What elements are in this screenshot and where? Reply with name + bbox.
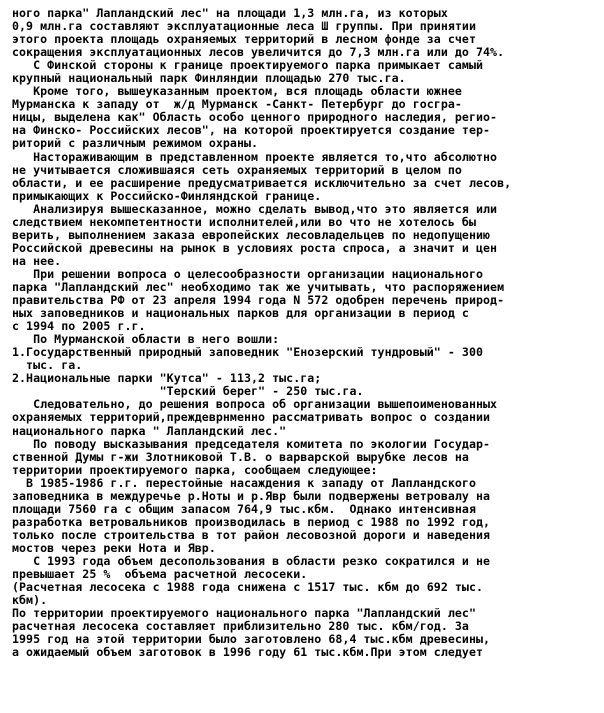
- text-line: 1.Государственный природный заповедник "Енозерский тундровый" - 300: [12, 346, 484, 360]
- text-line: "Терский берег" - 250 тыс.га.: [12, 385, 364, 399]
- text-line: области, и ее расширение предусматривается исключительно за счет лесов,: [12, 176, 512, 190]
- text-line: не учитывается сложившаяся сеть охраняемых территорий в целом по: [12, 163, 462, 177]
- text-line: ных заповедников и национальных парков для организации в период с: [12, 307, 469, 321]
- text-line: По поводу высказывания председателя комитета по экологии Государ-: [12, 437, 491, 451]
- text-line: национального парка " Лапландский лес.": [12, 424, 287, 438]
- text-line: Настораживающим в представленном проекте является то,что абсолютно: [12, 150, 498, 164]
- text-line: этого проекта площадь охраняемых территорий в лесном фонде за счет: [12, 33, 476, 47]
- text-line: [12, 659, 596, 672]
- text-line: Мурманска к западу от ж/д Мурманск -Санкт- Петербург до госгра-: [12, 98, 462, 112]
- text-line: 2.Национальные парки "Кутса" - 113,2 тыс.га;: [12, 372, 322, 386]
- text-line: примыкающих к Российско-Финляндской границе.: [12, 189, 322, 203]
- text-line: риторий с различным режимом охраны.: [12, 137, 259, 151]
- text-line: на Финско- Российских лесов", на которой проектируется создание тер-: [12, 124, 491, 138]
- text-line: Анализируя вышесказанное, можно сделать вывод,что это является или: [12, 202, 498, 216]
- text-line: парка "Лапландский лес" необходимо так же учитывать, что распоряжением: [12, 280, 505, 294]
- text-line: кбм).: [12, 594, 48, 608]
- text-line: Кроме того, вышеуказанным проектом, вся площадь области южнее: [12, 85, 462, 99]
- text-line: Следовательно, до решения вопроса об организации вышепоименованных: [12, 398, 498, 412]
- text-line: По территории проектируемого национального парка "Лапландский лес": [12, 607, 476, 621]
- text-line: сокращения эксплуатационных лесов увеличится до 7,3 млн.га или до 74%.: [12, 46, 505, 60]
- text-line: территории проектируемого парка, сообщаем следующее:: [12, 463, 378, 477]
- text-line: заповедника в междуречье р.Ноты и р.Явр были подвержены ветровалу на: [12, 489, 491, 503]
- text-line: ственной Думы г-жи Злотниковой Т.В. о варварской вырубке лесов на: [12, 450, 469, 464]
- text-line: расчетная лесосека составляет приблизительно 280 тыс. кбм/год. За: [12, 620, 469, 634]
- text-line: верить, выполнением заказа европейских лесовладельцев по недопущению: [12, 228, 491, 242]
- text-line: крупный национальный парк Финляндии площадью 270 тыс.га.: [12, 72, 406, 86]
- text-line: с 1994 по 2005 г.г.: [12, 320, 146, 334]
- text-line: тыс. га.: [12, 359, 83, 373]
- text-line: ницы, выделена как" Область особо ценного природного наследия, регио-: [12, 111, 498, 125]
- text-line: превышает 25 % объема расчетной лесосеки.: [12, 568, 308, 582]
- text-line: С Финской стороны к границе проектируемого парка примыкает самый: [12, 59, 484, 73]
- text-line: площади 7560 га с общим запасом 764,9 тыс.кбм. Однако интенсивная: [12, 502, 476, 516]
- text-line: При решении вопроса о целесообразности организации национального: [12, 267, 484, 281]
- text-line: ного парка" Лапландский лес" на площади 1,3 млн.га, из которых: [12, 7, 448, 20]
- text-line: а ожидаемый объем заготовок в 1996 году 61 тыс.кбм.При этом следует: [12, 646, 484, 660]
- text-line: на нее.: [12, 254, 62, 268]
- text-line: правительства РФ от 23 апреля 1994 года N 572 одобрен перечень природ-: [12, 294, 505, 308]
- text-line: (Расчетная лесосека с 1988 года снижена с 1517 тыс. кбм до 692 тыс.: [12, 581, 484, 595]
- text-line: В 1985-1986 г.г. перестойные насаждения к западу от Лапландского: [12, 476, 476, 490]
- text-line: 0,9 млн.га составляют эксплуатационные леса Ш группы. При принятии: [12, 20, 476, 34]
- text-line: следствием некомпетентности исполнителей,или во что не хотелось бы: [12, 215, 476, 229]
- text-line: 1995 год на этой территории было заготовлено 68,4 тыс.кбм древесины,: [12, 633, 491, 647]
- text-line: только после строительства в тот район лесовозной дороги и наведения: [12, 528, 491, 542]
- text-line: разработка ветровальников производилась в период с 1988 по 1992 год,: [12, 515, 491, 529]
- text-line: мостов через реки Нота и Явр.: [12, 541, 216, 555]
- text-line: По Мурманской области в него вошли:: [12, 333, 280, 347]
- text-line: [12, 672, 596, 685]
- text-line: С 1993 года объем десопользования в области резко сократился и не: [12, 554, 491, 568]
- text-line: Российской древесины на рынок в условиях роста спроса, а значит и цен: [12, 241, 498, 255]
- text-line: охраняемых территорий,преждеврнменно рассматривать вопрос о создании: [12, 411, 491, 425]
